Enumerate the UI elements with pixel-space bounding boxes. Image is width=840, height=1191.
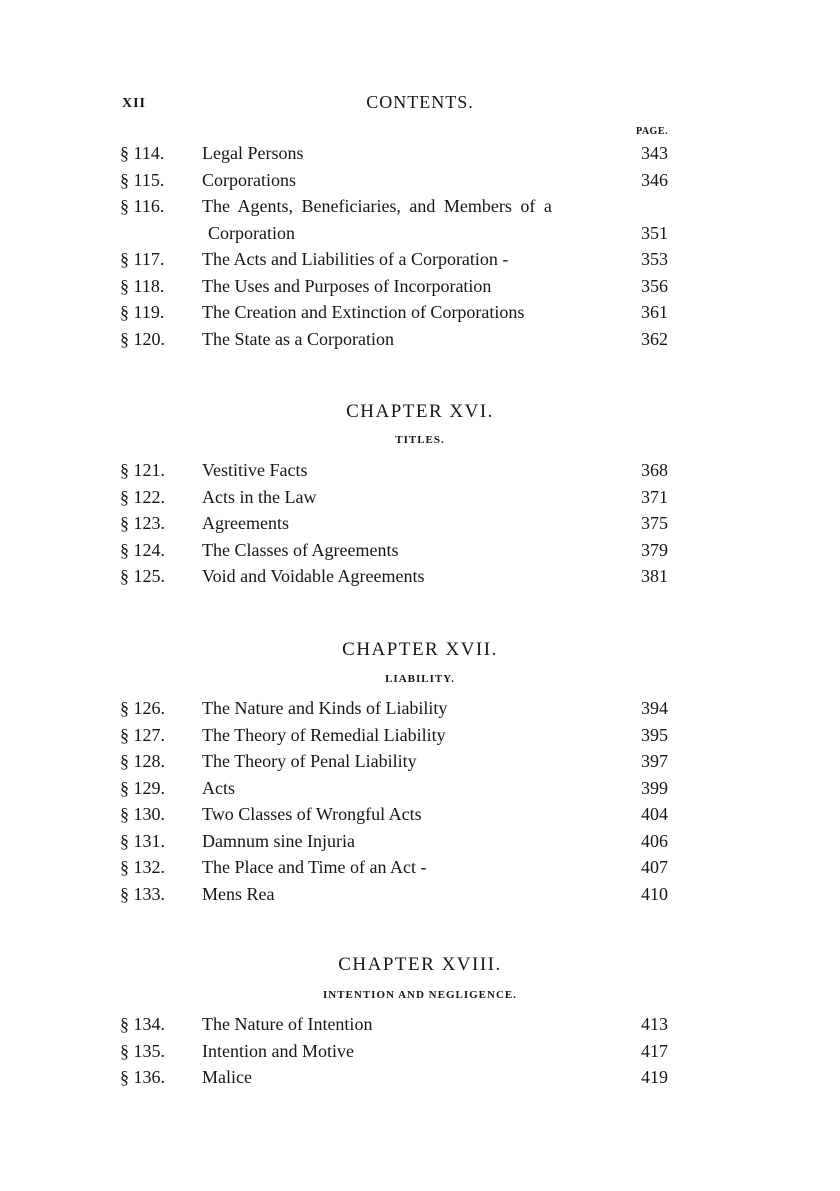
toc-entry [120,1011,668,1038]
page-column-label: PAGE. [635,126,668,137]
toc-entry [120,563,668,590]
page-ref: 397 [641,751,668,771]
chapter-heading: CHAPTER XVII. [342,639,498,660]
section-title: Vestitive Facts [202,460,308,480]
section-number: § 126. [120,698,165,718]
section-title: The State as a Corporation [202,328,394,349]
toc-entry [120,775,668,802]
toc-section-intention [120,1011,668,1091]
toc-entry [120,246,668,273]
section-title: The Uses and Purposes of Incorporation [202,275,492,296]
page-ref: 406 [641,830,668,851]
section-number: § 122. [120,486,165,507]
running-title: CONTENTS. [366,92,474,112]
page-ref: 346 [641,169,668,190]
section-title: Malice [202,1067,252,1087]
toc-entry [120,457,668,484]
section-number: § 128. [120,751,165,771]
section-number: § 119. [120,302,165,322]
section-title: The Nature and Kinds of Liability [202,698,448,718]
section-title: Mens Rea [202,883,275,904]
toc-entry [120,537,668,564]
section-number: § 114. [120,143,165,163]
chapter-subtitle: INTENTION AND NEGLIGENCE. [322,989,517,1001]
toc-entry [120,695,668,722]
section-title: Void and Voidable Agreements [202,566,425,586]
section-title: The Place and Time of an Act - [202,857,427,877]
toc-section-corporations [120,140,668,352]
page-number: XII [122,96,147,111]
section-number: § 120. [120,328,165,349]
section-title: The Creation and Extinction of Corporations [202,302,525,322]
toc-entry [120,193,668,220]
section-title: Two Classes of Wrongful Acts [202,804,422,824]
page-ref: 407 [641,857,668,877]
toc-entry [120,854,668,881]
section-title: Damnum sine Injuria [202,830,355,851]
section-title: Corporations [202,169,296,190]
section-title: Legal Persons [202,143,304,163]
section-number: § 131. [120,830,165,851]
toc-entry [120,828,668,855]
toc-entry-continuation [120,220,668,247]
section-number: § 123. [120,513,165,533]
toc-entry [120,484,668,511]
section-title: Acts in the Law [202,486,317,507]
page-ref: 399 [641,777,668,798]
section-title: The Theory of Penal Liability [202,751,417,771]
section-title: The Classes of Agreements [202,539,399,560]
toc-entry [120,273,668,300]
section-number: § 121. [120,460,165,480]
section-number: § 129. [120,777,165,798]
section-title: The Theory of Remedial Liability [202,724,446,745]
section-number: § 135. [120,1040,165,1061]
page-ref: 404 [641,804,668,824]
page-ref: 356 [641,275,668,296]
page-ref: 417 [641,1040,668,1061]
section-number: § 125. [120,566,165,586]
section-number: § 130. [120,804,165,824]
page-ref: 410 [641,883,668,904]
toc-entry [120,881,668,908]
page-ref: 353 [641,249,668,269]
toc-entry [120,748,668,775]
toc-entry [120,299,668,326]
section-number: § 136. [120,1067,165,1087]
page-ref: 413 [641,1014,668,1034]
page-ref: 375 [641,513,668,533]
section-title-continuation: Corporation [208,222,295,243]
page-ref: 343 [641,143,668,163]
toc-section-titles [120,457,668,590]
section-number: § 124. [120,539,165,560]
page-ref: 395 [641,724,668,745]
toc-entry [120,801,668,828]
toc-section-liability [120,695,668,907]
page-ref: 381 [641,566,668,586]
toc-entry [120,167,668,194]
page-ref: 379 [641,539,668,560]
section-number: § 134. [120,1014,165,1034]
page-ref: 368 [641,460,668,480]
toc-entry [120,1064,668,1091]
section-title: Intention and Motive [202,1040,354,1061]
section-number: § 127. [120,724,165,745]
toc-entry [120,140,668,167]
section-title: The Agents, Beneficiaries, and Members of a [202,196,552,216]
section-number: § 133. [120,883,165,904]
page-ref: 371 [641,486,668,507]
chapter-subtitle: TITLES. [395,434,445,446]
section-title: The Nature of Intention [202,1014,373,1034]
section-number: § 118. [120,275,165,296]
chapter-heading: CHAPTER XVI. [346,401,494,422]
page-ref: 419 [641,1067,668,1087]
toc-entry [120,1038,668,1065]
section-title: Agreements [202,513,289,533]
chapter-subtitle: LIABILITY. [385,673,455,685]
toc-entry [120,326,668,353]
section-number: § 132. [120,857,165,877]
section-number: § 115. [120,169,165,190]
section-number: § 116. [120,196,165,216]
section-title: Acts [202,777,235,798]
page-ref: 394 [641,698,668,718]
section-title: The Acts and Liabilities of a Corporation - [202,249,509,269]
toc-entry [120,722,668,749]
toc-entry [120,510,668,537]
chapter-heading: CHAPTER XVIII. [338,954,502,975]
page-ref: 362 [641,328,668,349]
page-ref: 351 [641,222,668,243]
page-ref: 361 [641,302,668,322]
section-number: § 117. [120,249,165,269]
